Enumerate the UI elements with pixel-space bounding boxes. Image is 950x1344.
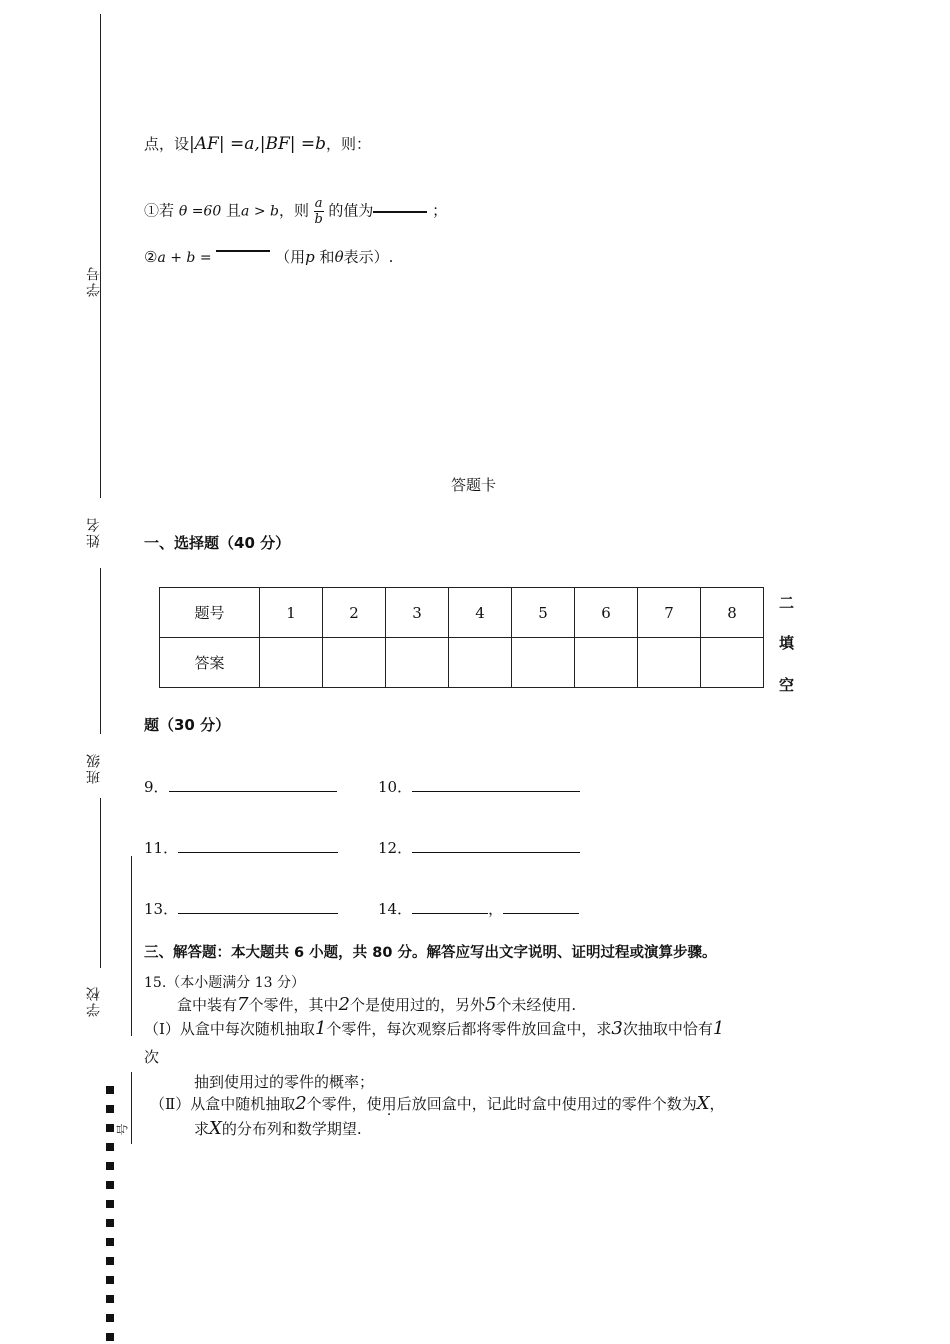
fill-blank-13: 13． — [144, 898, 338, 919]
problem-15-intro: 盒中装有7个零件，其中2个是使用过的，另外5个未经使用. — [177, 994, 577, 1015]
blank-answer-1[interactable] — [373, 211, 427, 213]
section-2-char-1: 二 — [779, 594, 795, 612]
problem-15-part-1: （Ⅰ）从盒中每次随机抽取1个零件，每次观察后都将零件放回盒中，求3次抽取中恰有1 — [144, 1018, 725, 1039]
problem-15-part-2: （Ⅱ）从盒中随机抽取2个零件，使用后放回盒中，记此时盒中使用过的零件个数为X， — [150, 1093, 725, 1114]
question-number-cell: 2 — [323, 588, 386, 638]
question-number-cell: 7 — [638, 588, 701, 638]
blank-line[interactable] — [412, 791, 580, 792]
blank-line[interactable] — [178, 913, 338, 914]
question-number-cell: 4 — [449, 588, 512, 638]
binding-line-2 — [100, 568, 101, 734]
student-id-label: 学号 — [86, 265, 102, 297]
question-number-cell: 5 — [512, 588, 575, 638]
problem-line-1: 点，设|AF| =a,|BF| =b，则： — [144, 134, 372, 154]
answer-cell[interactable] — [449, 638, 512, 688]
section-2-title: 题（30 分） — [144, 716, 231, 734]
answer-table — [159, 587, 764, 688]
answer-cell[interactable] — [386, 638, 449, 688]
fill-blank-11: 11． — [144, 837, 338, 858]
binding-line-5 — [131, 1072, 132, 1144]
table-row — [160, 638, 764, 688]
class-label: 班级 — [86, 752, 102, 784]
binding-line-1 — [100, 14, 101, 498]
question-number-cell: 1 — [260, 588, 323, 638]
answer-cell[interactable] — [260, 638, 323, 688]
fill-blank-12: 12． — [378, 837, 580, 858]
problem-item-1: ①若 θ =60 且a > b，则 $\frac{a}{b}$ 的值为 ； — [144, 196, 448, 227]
blank-line[interactable] — [169, 791, 337, 792]
answer-cell[interactable] — [701, 638, 764, 688]
fill-blank-9: 9． — [144, 776, 337, 797]
problem-15-part-1-wrap: 次 — [144, 1048, 160, 1066]
table-row — [160, 588, 764, 638]
binding-line-4 — [131, 856, 132, 1036]
problem-15-part-1-cont: 抽到使用过的零件的概率； — [194, 1073, 375, 1091]
emphasis-text: 使用后 — [366, 1095, 412, 1113]
answer-header: 答案 — [160, 638, 260, 688]
answer-cell[interactable] — [638, 638, 701, 688]
section-1-title: 一、选择题（40 分） — [144, 534, 291, 552]
binding-line-3 — [100, 798, 101, 968]
question-number-cell: 8 — [701, 588, 764, 638]
problem-15-part-2-cont: 求X的分布列和数学期望. — [194, 1118, 362, 1139]
blank-line[interactable] — [412, 852, 580, 853]
question-number-cell: 3 — [386, 588, 449, 638]
answer-card-title: 答题卡 — [451, 476, 497, 494]
blank-line[interactable] — [503, 913, 579, 914]
blank-line[interactable] — [412, 913, 488, 914]
blank-answer-2[interactable] — [216, 250, 270, 252]
answer-cell[interactable] — [575, 638, 638, 688]
name-label: 姓名 — [86, 516, 102, 548]
fill-blank-14: 14． ， — [378, 898, 579, 919]
question-number-cell: 6 — [575, 588, 638, 638]
problem-15-header: 15.（本小题满分 13 分） — [144, 975, 305, 991]
fill-blank-10: 10． — [378, 776, 580, 797]
section-2-char-2: 填 — [779, 634, 795, 652]
section-3-title: 三、解答题：本大题共 6 小题，共 80 分。解答应写出文字说明、证明过程或演算步骤。 — [144, 945, 717, 961]
blank-line[interactable] — [178, 852, 338, 853]
answer-cell[interactable] — [323, 638, 386, 688]
question-number-header: 题号 — [160, 588, 260, 638]
school-label: 学校 — [86, 985, 102, 1017]
fraction-a-over-b: $\frac{a}{b}$ — [314, 196, 323, 227]
section-2-char-3: 空 — [779, 676, 795, 694]
answer-cell[interactable] — [512, 638, 575, 688]
problem-item-2: ②a + b = （用p 和θ表示）. — [144, 248, 394, 266]
number-label: 号 — [115, 1123, 130, 1136]
